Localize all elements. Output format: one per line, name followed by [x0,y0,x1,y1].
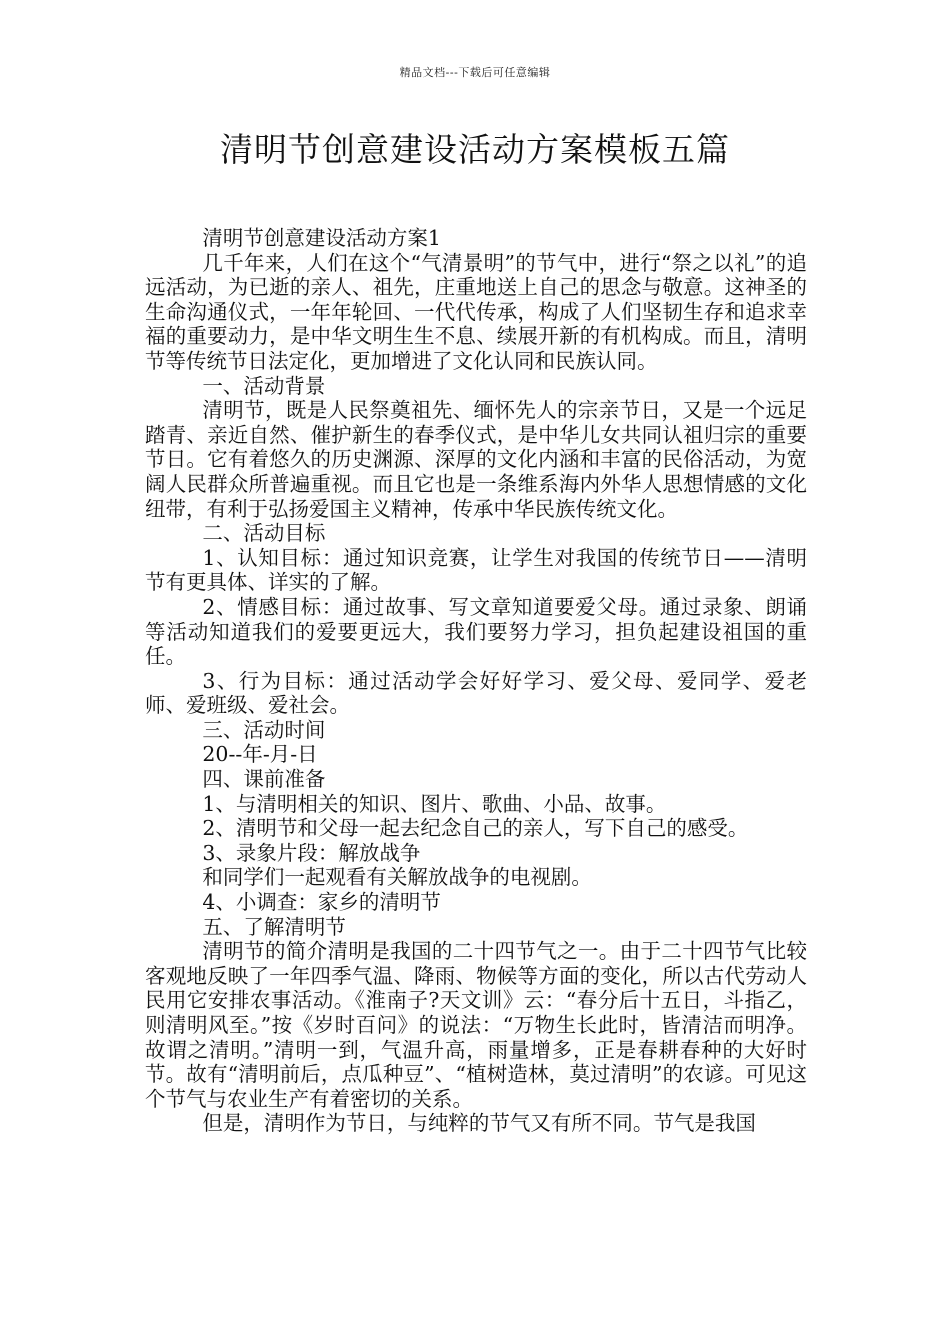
section-heading: 二、活动目标 [202,521,326,546]
section-heading: 一、活动背景 [202,373,326,398]
paragraph: 清明节，既是人民祭奠祖先、缅怀先人的宗亲节日，又是一个远足踏青、亲近自然、催护新生的春季仪式，是中华儿女共同认祖归宗的重要节日。它有着悠久的历史渊源、深厚的文化内涵和丰富的民俗活动，为宽阔人民群众所普遍重视。而且它也是一条维系海内外华人思想情感的文化纽带，有利于弘扬爱国主义精神，传承中华民族传统文化。 [145,398,807,521]
header-note: 精品文档---下载后可任意编辑 [399,66,551,79]
paragraph: 1、认知目标：通过知识竞赛，让学生对我国的传统节日——清明节有更具体、详实的了解。 [145,545,807,595]
list-item: 2、清明节和父母一起去纪念自己的亲人，写下自己的感受。 [202,816,749,841]
section-heading: 三、活动时间 [202,717,326,742]
paragraph: 3、行为目标：通过活动学会好好学习、爱父母、爱同学、爱老师、爱班级、爱社会。 [145,668,807,718]
list-item: 4、小调查：家乡的清明节 [202,890,441,915]
paragraph: 清明节的简介清明是我国的二十四节气之一。由于二十四节气比较客观地反映了一年四季气温、降雨、物候等方面的变化，所以古代劳动人民用它安排农事活动。《淮南子?天文训》云：“春分后十五日，斗指乙，则清明风至。”按《岁时百问》的说法：“万物生长此时，皆清洁而明净。故谓之清明。”清明一到，气温升高，雨量增多，正是春耕春种的大好时节。故有“清明前后，点瓜种豆”、“植树造林，莫过清明”的农谚。可见这个节气与农业生产有着密切的关系。 [145,939,807,1111]
paragraph: 和同学们一起观看有关解放战争的电视剧。 [202,865,592,890]
section-heading: 四、课前准备 [202,767,326,792]
document-title: 清明节创意建设活动方案模板五篇 [220,130,730,169]
list-item: 1、与清明相关的知识、图片、歌曲、小品、故事。 [202,791,667,816]
list-item: 3、录象片段：解放战争 [202,840,421,865]
paragraph: 清明节创意建设活动方案1 [202,226,441,250]
section-heading: 五、了解清明节 [202,914,346,939]
paragraph: 20--年-月-日 [202,742,318,767]
document-body [145,226,807,1136]
paragraph: 几千年来，人们在这个“气清景明”的节气中，进行“祭之以礼”的追远活动，为已逝的亲人、祖先，庄重地送上自己的思念与敬意。这神圣的生命沟通仪式，一年年轮回、一代代传承，构成了人们坚韧生存和追求幸福的重要动力，是中华文明生生不息、续展开新的有机构成。而且，清明节等传统节日法定化，更加增进了文化认同和民族认同。 [145,250,807,373]
paragraph: 但是，清明作为节日，与纯粹的节气又有所不同。节气是我国 [202,1111,756,1136]
paragraph: 2、情感目标：通过故事、写文章知道要爱父母。通过录象、朗诵等活动知道我们的爱要更远大，我们要努力学习，担负起建设祖国的重任。 [145,594,807,669]
